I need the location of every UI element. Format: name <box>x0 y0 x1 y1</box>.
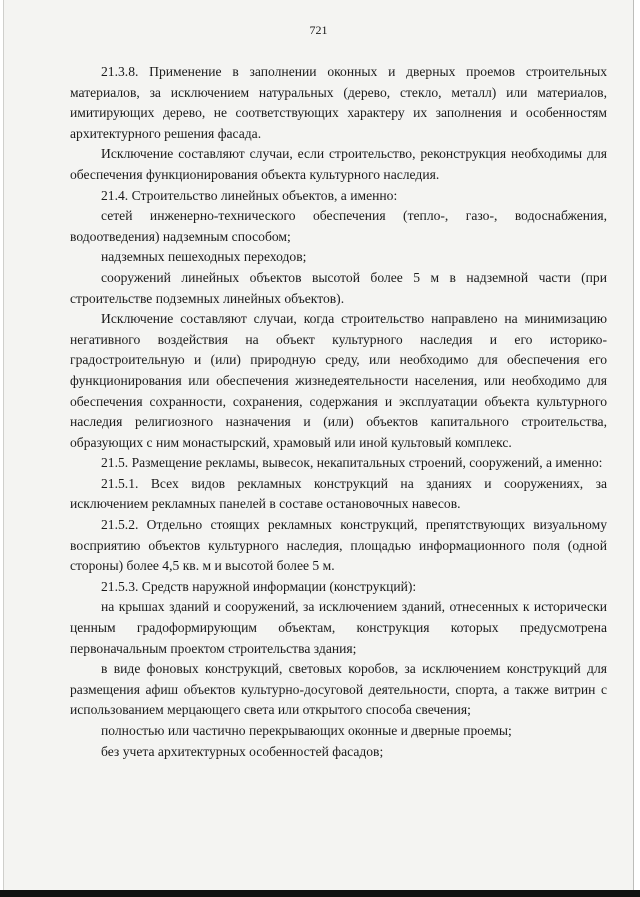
paragraph-21-5-3: 21.5.3. Средств наружной информации (конструкций): <box>101 578 417 594</box>
paragraph-openings: полностью или частично перекрывающих оконные и дверные проемы; <box>101 723 512 738</box>
paragraph-21-5-2: 21.5.2. Отдельно стоящих рекламных конструкций, препятствующих визуальному восприятию объектов культурного наследия, площадью информационного поля (одной стороны) более 4,5 кв. м и высотой более 5 м. <box>70 517 607 574</box>
paragraph-crossings: надземных пешеходных переходов; <box>101 249 307 265</box>
page-number: 721 <box>309 23 328 37</box>
paragraph-networks: сетей инженерно-технического обеспечения (тепло-, газо-, водоснабжения, водоотведения) надземным способом; <box>70 208 607 244</box>
paragraph-21-5: 21.5. Размещение рекламы, вывесок, некапитальных строений, сооружений, а именно: <box>101 455 603 471</box>
paragraph-facades: без учета архитектурных особенностей фасадов; <box>101 743 384 759</box>
paragraph-exception-1: Исключение составляют случаи, если строительство, реконструкция необходимы для обеспечения функционирования объекта культурного наследия. <box>70 146 607 182</box>
paragraph-background-structures: в виде фоновых конструкций, световых коробов, за исключением конструкций для размещения афиш объектов культурно-досуговой деятельности, спорта, а также витрин с использованием мерцающего света или открытого способа свечения; <box>70 661 607 718</box>
page-body <box>70 62 607 762</box>
paragraph-21-4: 21.4. Строительство линейных объектов, а именно: <box>101 187 398 203</box>
paragraph-roofs: на крышах зданий и сооружений, за исключением зданий, отнесенных к исторически ценным градоформирующим объектам, конструкция которых предусмотрена первоначальным проектом строительства здания; <box>70 599 607 656</box>
paragraph-linear-structures: сооружений линейных объектов высотой более 5 м в надземной части (при строительстве подземных линейных объектов). <box>70 269 607 306</box>
paragraph-21-3-8: 21.3.8. Применение в заполнении оконных и дверных проемов строительных материалов, за исключением натуральных (дерево, стекло, металл) или материалов, имитирующих дерево, не соответствующих характеру их заполнения и особенностям архитектурного решения фасада. <box>70 64 607 141</box>
paragraph-exception-2: Исключение составляют случаи, когда строительство направлено на минимизацию негативного воздействия на объект культурного наследия и его историко-градостроительную и (или) природную среду, или необходимо для обеспечения его функционирования или обеспечения жизнедеятельности населения, или необходимо для обеспечения сохранности, сохранения, содержания и эксплуатации объекта культурного наследия религиозного назначения и (или) объектов капитального строительства, образующих с ним монастырский, храмовый или иной культовый комплекс. <box>70 311 607 450</box>
scanned-page <box>3 0 634 890</box>
paragraph-21-5-1: 21.5.1. Всех видов рекламных конструкций на зданиях и сооружениях, за исключением рекламных панелей в составе остановочных навесов. <box>70 475 607 512</box>
scan-bottom-edge <box>0 890 640 897</box>
